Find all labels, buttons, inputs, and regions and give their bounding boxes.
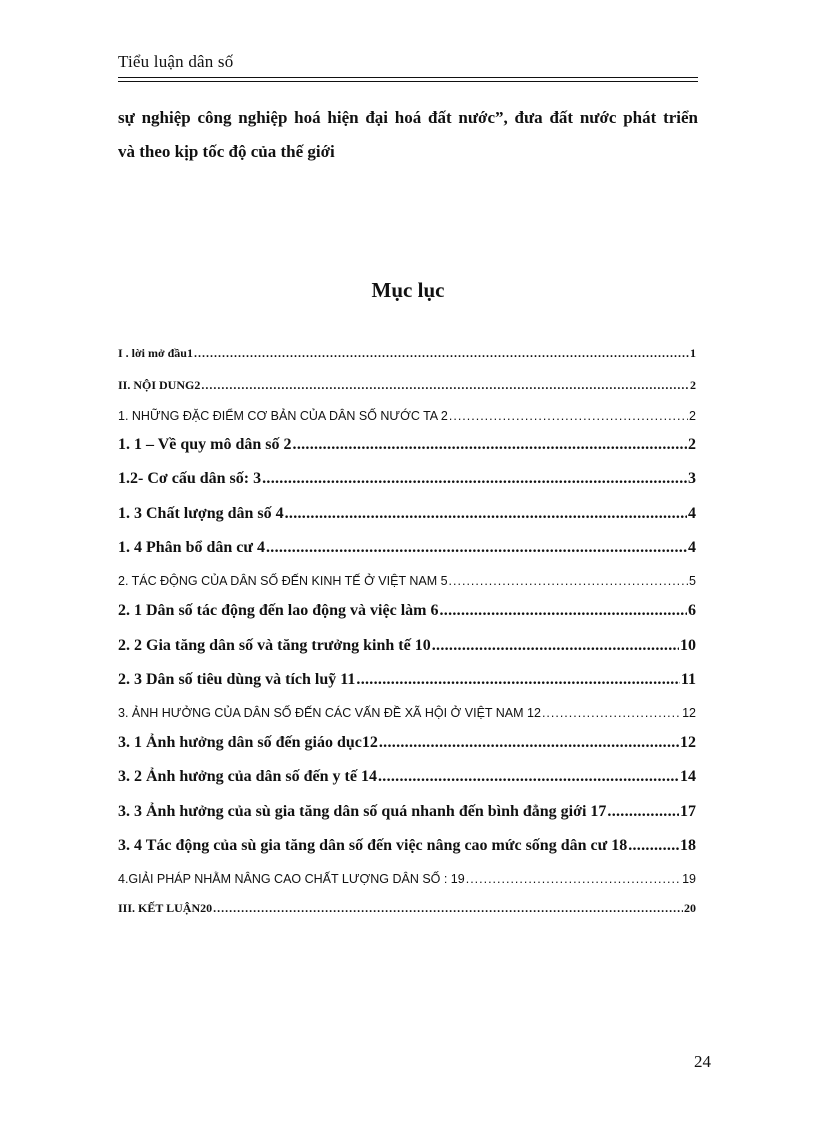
toc-entry-label: II. NỘI DUNG2	[118, 378, 201, 392]
toc-entry-page: 6	[688, 602, 696, 619]
toc-leader	[378, 768, 679, 786]
toc-entry-page: 1	[690, 346, 696, 360]
toc-leader	[466, 872, 681, 886]
toc-leader	[266, 539, 687, 557]
toc-leader	[449, 409, 688, 423]
toc-entry-label: 3. 1 Ảnh hưởng dân số đến giáo dục12	[118, 734, 378, 751]
toc-entry[interactable]	[118, 803, 696, 821]
toc-entry-label: 1.2- Cơ cấu dân số: 3	[118, 470, 262, 487]
toc-entry-label: 1. NHỮNG ĐẶC ĐIỂM CƠ BẢN CỦA DÂN SỐ NƯỚC TA 2	[118, 409, 448, 423]
toc-entry[interactable]	[118, 901, 696, 916]
toc-entry[interactable]	[118, 837, 696, 855]
toc-leader	[262, 470, 687, 488]
toc-entry[interactable]	[118, 768, 696, 786]
toc-entry-page: 12	[682, 706, 696, 720]
toc-leader	[194, 346, 689, 361]
toc-leader	[607, 803, 679, 821]
toc-entry-label: 3. 3 Ảnh hưởng của sù gia tăng dân số quá nhanh đến bình đẳng giới 17	[118, 803, 607, 820]
toc-entry-page: 12	[680, 734, 696, 751]
header-title: Tiểu luận dân số	[118, 52, 234, 71]
toc-entry[interactable]	[118, 470, 696, 488]
toc-leader	[542, 706, 681, 720]
toc-entry-label: 2. 1 Dân số tác động đến lao động và việc làm 6	[118, 602, 439, 619]
toc-entry-page: 20	[684, 901, 696, 915]
toc-leader	[449, 574, 689, 588]
toc-leader	[439, 602, 687, 620]
toc-entry[interactable]	[118, 734, 696, 752]
toc-entry-page: 19	[682, 872, 696, 886]
toc-entry-page: 18	[680, 837, 696, 854]
toc-entry-page: 2	[688, 436, 696, 453]
toc-entry-page: 14	[680, 768, 696, 785]
toc-entry-label: 1. 4 Phân bổ dân cư 4	[118, 539, 265, 556]
toc-entry-label: 2. TÁC ĐỘNG CỦA DÂN SỐ ĐẾN KINH TẾ Ở VIỆT NAM 5	[118, 574, 448, 588]
intro-line-2: và theo kịp tốc độ của thế giới	[118, 142, 335, 161]
toc-entry-page: 5	[689, 574, 696, 588]
toc-entry-label: 4.GIẢI PHÁP NHẰM NÂNG CAO CHẤT LƯỢNG DÂN SỐ : 19	[118, 872, 465, 886]
header-rule-thin	[118, 81, 698, 82]
toc-leader	[432, 637, 679, 655]
toc-entry-page: 4	[688, 505, 696, 522]
toc-entry[interactable]	[118, 436, 696, 454]
toc-entry-label: 1. 3 Chất lượng dân số 4	[118, 505, 284, 522]
toc-entry[interactable]	[118, 637, 696, 655]
toc-entry[interactable]	[118, 872, 696, 886]
toc-entry-page: 3	[688, 470, 696, 487]
toc-entry[interactable]	[118, 539, 696, 557]
toc-entry-label: 1. 1 – Về quy mô dân số 2	[118, 436, 292, 453]
toc-title: Mục lục	[371, 278, 445, 302]
toc-entry[interactable]	[118, 706, 696, 720]
toc-leader	[201, 378, 689, 393]
toc-entry-page: 10	[680, 637, 696, 654]
toc-leader	[293, 436, 687, 454]
toc-leader	[628, 837, 679, 855]
toc-entry-page: 11	[680, 671, 696, 688]
toc-entry-label: 3. ẢNH HƯỞNG CỦA DÂN SỐ ĐẾN CÁC VẤN ĐỀ XÃ HỘI Ở VIỆT NAM 12	[118, 706, 541, 720]
intro-line-1: sự nghiệp công nghiệp hoá hiện đại hoá đất nước”, đưa đất nước phát triển	[118, 108, 698, 127]
toc-entry[interactable]	[118, 505, 696, 523]
toc-entry-label: 3. 2 Ảnh hưởng của dân số đến y tế 14	[118, 768, 377, 785]
page-number: 24	[694, 1052, 711, 1071]
toc-leader	[213, 901, 683, 916]
header-rule-thick	[118, 77, 698, 78]
toc-entry-page: 17	[680, 803, 696, 820]
toc-entry[interactable]	[118, 671, 696, 689]
page-header	[118, 52, 698, 72]
toc-entry-label: 2. 3 Dân số tiêu dùng và tích luỹ 11	[118, 671, 356, 688]
toc-entry[interactable]	[118, 346, 696, 361]
toc-entry[interactable]	[118, 409, 696, 423]
toc-entry-label: 3. 4 Tác động của sù gia tăng dân số đến việc nâng cao mức sống dân cư 18	[118, 837, 628, 854]
toc-leader	[356, 671, 679, 689]
toc-leader	[285, 505, 687, 523]
toc-entry[interactable]	[118, 602, 696, 620]
toc-entry-page: 2	[689, 409, 696, 423]
toc-entry-page: 2	[690, 378, 696, 392]
toc-leader	[379, 734, 679, 752]
toc-entry-label: 2. 2 Gia tăng dân số và tăng trưởng kinh tế 10	[118, 637, 431, 654]
toc-entry[interactable]	[118, 378, 696, 393]
toc-entry[interactable]	[118, 574, 696, 588]
toc-entry-label: III. KẾT LUẬN20	[118, 901, 213, 915]
toc-entry-label: I . lời mở đầu1	[118, 346, 193, 360]
intro-paragraph	[118, 101, 698, 169]
toc-entry-page: 4	[688, 539, 696, 556]
